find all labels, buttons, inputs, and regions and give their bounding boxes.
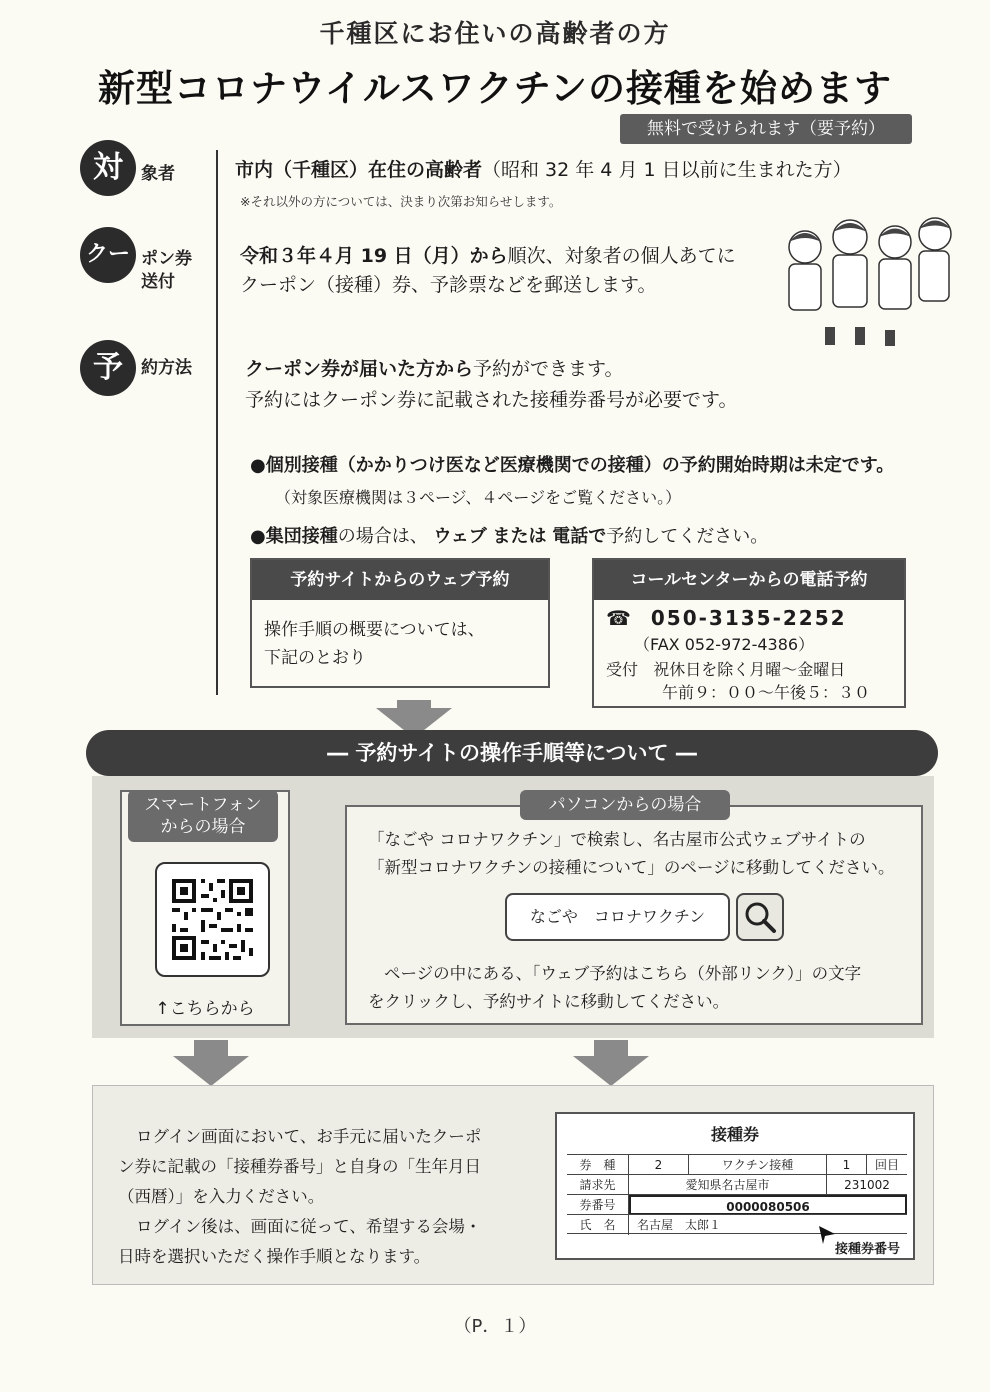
ticket-r2-code: 231002 <box>844 1178 890 1192</box>
login-line2: ン券に記載の「接種券番号」と自身の「生年月日 <box>118 1157 481 1176</box>
reserve-line1-bold: クーポン券が届いた方から <box>245 358 474 380</box>
ticket-row-name <box>567 1214 907 1234</box>
ticket-title: 接種券 <box>710 1125 759 1144</box>
target-line1-rest: （昭和 32 年 4 月 1 日以前に生まれた方） <box>482 159 852 181</box>
pc-line2: 「新型コロナワクチンの接種について」のページに移動してください。 <box>368 858 895 877</box>
down-arrow-left-icon <box>173 1056 249 1086</box>
login-text <box>118 1122 481 1272</box>
qr-caption: ↑こちらから <box>155 999 255 1019</box>
pc-line3: ページの中にある、「ウェブ予約はこちら（外部リンク）」の文字 <box>384 964 862 983</box>
ticket-r1-label: 券 種 <box>567 1155 629 1175</box>
group-web: ウェブ <box>433 526 487 547</box>
group-label: ●集団接種 <box>250 526 338 547</box>
reserve-line1-rest: 予約ができます。 <box>473 358 624 380</box>
section-divider <box>216 150 218 695</box>
web-reservation-line1: 操作手順の概要については、 <box>264 620 485 640</box>
reserve-line2: 予約にはクーポン券に記載された接種券番号が必要です。 <box>245 389 738 411</box>
ticket-r2-value: 愛知県名古屋市 <box>629 1175 827 1195</box>
login-line1: ログイン画面において、お手元に届いたクーポ <box>136 1127 482 1146</box>
qr-code[interactable] <box>155 862 270 977</box>
web-reservation-head: 予約サイトからのウェブ予約 <box>252 560 548 600</box>
target-line1-bold: 市内（千種区）在住の高齢者 <box>235 159 483 181</box>
phone-number[interactable]: 050-3135-2252 <box>650 606 847 630</box>
pc-line1: 「なごや コロナワクチン」で検索し、名古屋市公式ウェブサイトの <box>368 830 866 849</box>
page-number: （P．１） <box>453 1316 537 1337</box>
pc-text-top <box>368 826 895 882</box>
target-circle: 対 <box>80 140 136 196</box>
ticket-row-type <box>567 1154 907 1174</box>
smartphone-pill <box>128 790 278 842</box>
ticket-pointer-label: 接種券番号 <box>835 1242 901 1257</box>
coupon-line1-bold: 令和３年４月 19 日（月）から <box>240 245 508 267</box>
web-reservation-box <box>250 558 550 688</box>
group-phone: 電話で <box>552 526 607 547</box>
hours-time: 午前９：００～午後５：３０ <box>662 683 871 702</box>
search-button[interactable] <box>736 893 784 941</box>
ticket-row-number <box>567 1194 907 1214</box>
reserve-circle: 予 <box>80 340 136 396</box>
phone-icon: ☎ <box>606 606 633 630</box>
subtitle: 千種区にお住いの高齢者の方 <box>319 19 671 48</box>
ticket-r1-mid: ワクチン接種 <box>689 1155 827 1175</box>
ticket-r4-label: 氏 名 <box>567 1215 629 1235</box>
ticket-row-billing <box>567 1174 907 1194</box>
group-or: または <box>492 526 547 547</box>
phone-reservation-head: コールセンターからの電話予約 <box>594 560 904 600</box>
group-text-1: の場合は、 <box>337 526 428 547</box>
group-text-2: 予約してください。 <box>606 526 769 547</box>
coupon-line1-rest: 順次、対象者の個人あてに <box>507 245 736 267</box>
free-badge: 無料で受けられます（要予約） <box>620 114 912 144</box>
down-arrow-right-icon <box>573 1056 649 1086</box>
pc-pill: パソコンからの場合 <box>520 790 730 820</box>
pc-line4: をクリックし、予約サイトに移動してください。 <box>368 992 730 1011</box>
coupon-label-2: 送付 <box>141 272 175 292</box>
individual-note: （対象医療機関は３ページ、４ページをご覧ください。） <box>275 488 682 507</box>
search-icon <box>738 895 782 939</box>
coupon-line1 <box>240 242 736 270</box>
target-note: ※それ以外の方については、決まり次第お知らせします。 <box>240 194 562 209</box>
hours-days: 祝休日を除く月曜～金曜日 <box>653 660 846 679</box>
hours-label: 受付 <box>606 660 639 679</box>
qr-code-icon <box>157 864 268 975</box>
individual-notice: ●個別接種（かかりつけ医など医療機関での接種）の予約開始時期は未定です。 <box>250 455 895 476</box>
target-line1 <box>235 156 852 184</box>
ticket-r3-value: 0000080506 <box>629 1195 907 1215</box>
reserve-line1 <box>245 355 624 383</box>
login-line4: ログイン後は、画面に従って、希望する会場・ <box>136 1217 482 1236</box>
reserve-label: 約方法 <box>141 358 192 378</box>
coupon-line2: クーポン（接種）券、予診票などを郵送します。 <box>240 274 657 296</box>
ticket-r1-value: 2 <box>629 1155 689 1175</box>
ticket-r3-label: 券番号 <box>567 1195 629 1215</box>
ticket-r4-value: 名古屋 太郎１ <box>637 1218 722 1232</box>
group-notice <box>250 523 768 551</box>
ticket-r1-unit: 回目 <box>874 1158 899 1172</box>
web-reservation-line2: 下記のとおり <box>264 648 366 668</box>
smartphone-label-1: スマートフォン <box>144 795 262 815</box>
medical-staff-illustration <box>775 212 955 352</box>
smartphone-label-2: からの場合 <box>160 817 246 837</box>
target-label: 象者 <box>141 164 175 184</box>
steps-band: ― 予約サイトの操作手順等について ― <box>86 730 938 776</box>
ticket-r1-count: 1 <box>827 1155 867 1175</box>
ticket-r2-label: 請求先 <box>567 1175 629 1195</box>
login-line5: 日時を選択いただく操作手順となります。 <box>118 1247 431 1266</box>
login-line3: （西暦）」を入力ください。 <box>118 1187 325 1206</box>
pc-text-bottom <box>368 960 861 1016</box>
fax-number: （FAX 052-972-4386） <box>634 635 815 654</box>
vaccination-ticket-sample <box>555 1112 915 1260</box>
phone-reservation-box <box>592 558 906 708</box>
page-title: 新型コロナウイルスワクチンの接種を始めます <box>98 67 892 110</box>
coupon-circle: クー <box>80 227 136 283</box>
coupon-label-1: ポン券 <box>141 249 192 269</box>
search-input[interactable]: なごや コロナワクチン <box>505 893 730 941</box>
